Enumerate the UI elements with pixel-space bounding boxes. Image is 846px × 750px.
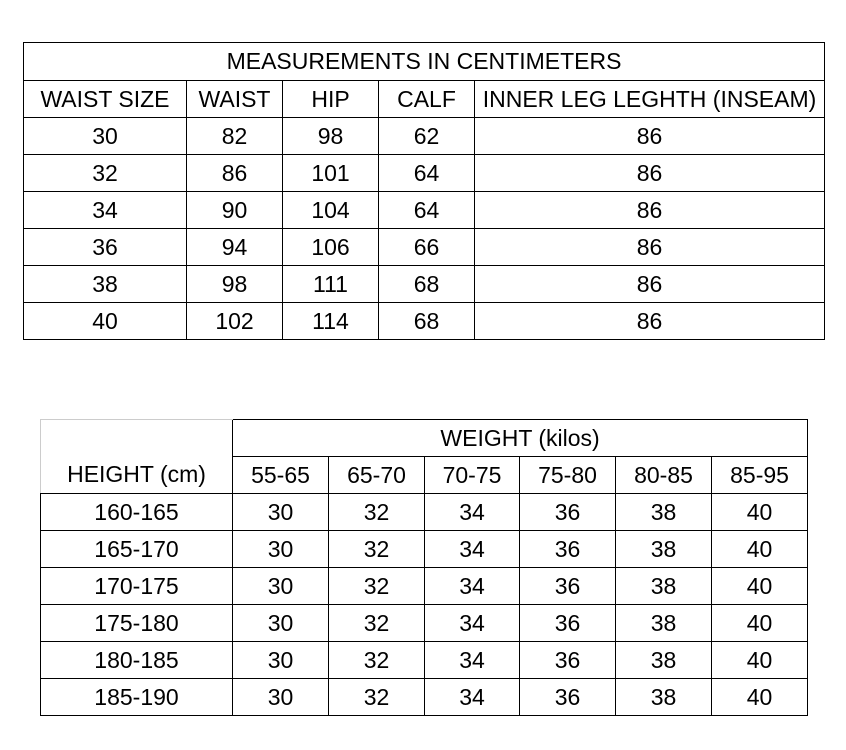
cell-calf: 68 <box>379 266 475 303</box>
cell-size: 30 <box>233 679 329 716</box>
cell-size: 32 <box>329 642 425 679</box>
cell-hip: 101 <box>283 155 379 192</box>
cell-waist-size: 36 <box>24 229 187 266</box>
cell-height: 180-185 <box>41 642 233 679</box>
cell-size: 40 <box>712 642 808 679</box>
height-header: HEIGHT (cm) <box>41 457 233 494</box>
header-waist: WAIST <box>187 81 283 118</box>
weight-ranges-row <box>41 457 808 494</box>
height-weight-table <box>40 419 808 716</box>
cell-size: 40 <box>712 531 808 568</box>
cell-inseam: 86 <box>475 266 825 303</box>
cell-calf: 62 <box>379 118 475 155</box>
cell-inseam: 86 <box>475 118 825 155</box>
cell-waist-size: 34 <box>24 192 187 229</box>
table-row <box>41 605 808 642</box>
cell-inseam: 86 <box>475 192 825 229</box>
cell-waist: 86 <box>187 155 283 192</box>
weight-range: 70-75 <box>425 457 520 494</box>
cell-size: 32 <box>329 494 425 531</box>
cell-calf: 66 <box>379 229 475 266</box>
table-row <box>24 192 825 229</box>
cell-hip: 114 <box>283 303 379 340</box>
table-row <box>24 118 825 155</box>
cell-size: 38 <box>616 605 712 642</box>
cell-size: 32 <box>329 531 425 568</box>
cell-size: 34 <box>425 642 520 679</box>
table-row <box>24 303 825 340</box>
weight-range: 65-70 <box>329 457 425 494</box>
weight-range: 55-65 <box>233 457 329 494</box>
cell-size: 36 <box>520 605 616 642</box>
cell-inseam: 86 <box>475 303 825 340</box>
table-row <box>24 155 825 192</box>
cell-calf: 68 <box>379 303 475 340</box>
table-row <box>24 266 825 303</box>
cell-size: 38 <box>616 568 712 605</box>
cell-hip: 98 <box>283 118 379 155</box>
cell-waist: 94 <box>187 229 283 266</box>
cell-calf: 64 <box>379 155 475 192</box>
cell-size: 40 <box>712 679 808 716</box>
table-row <box>41 531 808 568</box>
measurements-title-row <box>24 43 825 81</box>
weight-header: WEIGHT (kilos) <box>233 420 808 457</box>
cell-height: 175-180 <box>41 605 233 642</box>
cell-waist: 98 <box>187 266 283 303</box>
table-row <box>41 679 808 716</box>
weight-range: 80-85 <box>616 457 712 494</box>
cell-size: 34 <box>425 605 520 642</box>
cell-size: 30 <box>233 494 329 531</box>
cell-size: 38 <box>616 642 712 679</box>
cell-height: 185-190 <box>41 679 233 716</box>
cell-waist-size: 38 <box>24 266 187 303</box>
cell-waist-size: 32 <box>24 155 187 192</box>
cell-height: 165-170 <box>41 531 233 568</box>
cell-size: 36 <box>520 642 616 679</box>
cell-size: 38 <box>616 494 712 531</box>
cell-size: 40 <box>712 605 808 642</box>
cell-size: 36 <box>520 568 616 605</box>
cell-size: 30 <box>233 531 329 568</box>
cell-size: 36 <box>520 679 616 716</box>
cell-hip: 111 <box>283 266 379 303</box>
cell-size: 32 <box>329 605 425 642</box>
header-hip: HIP <box>283 81 379 118</box>
cell-size: 40 <box>712 568 808 605</box>
table-row <box>24 229 825 266</box>
corner-cell <box>41 420 233 457</box>
measurements-header-row <box>24 81 825 118</box>
cell-waist: 102 <box>187 303 283 340</box>
cell-height: 170-175 <box>41 568 233 605</box>
measurements-table <box>23 42 825 340</box>
cell-size: 34 <box>425 679 520 716</box>
cell-size: 40 <box>712 494 808 531</box>
weight-range: 85-95 <box>712 457 808 494</box>
cell-size: 36 <box>520 531 616 568</box>
cell-inseam: 86 <box>475 155 825 192</box>
cell-hip: 104 <box>283 192 379 229</box>
header-waist-size: WAIST SIZE <box>24 81 187 118</box>
cell-size: 38 <box>616 679 712 716</box>
cell-calf: 64 <box>379 192 475 229</box>
cell-size: 34 <box>425 531 520 568</box>
cell-size: 30 <box>233 605 329 642</box>
weight-range: 75-80 <box>520 457 616 494</box>
cell-inseam: 86 <box>475 229 825 266</box>
cell-size: 32 <box>329 568 425 605</box>
cell-waist-size: 40 <box>24 303 187 340</box>
cell-waist: 82 <box>187 118 283 155</box>
table-row <box>41 494 808 531</box>
cell-size: 34 <box>425 494 520 531</box>
table-row <box>41 568 808 605</box>
cell-size: 36 <box>520 494 616 531</box>
cell-height: 160-165 <box>41 494 233 531</box>
cell-size: 30 <box>233 642 329 679</box>
header-inseam: INNER LEG LEGHTH (INSEAM) <box>475 81 825 118</box>
cell-hip: 106 <box>283 229 379 266</box>
cell-size: 34 <box>425 568 520 605</box>
measurements-title: MEASUREMENTS IN CENTIMETERS <box>24 43 825 81</box>
cell-size: 32 <box>329 679 425 716</box>
cell-waist: 90 <box>187 192 283 229</box>
header-calf: CALF <box>379 81 475 118</box>
cell-waist-size: 30 <box>24 118 187 155</box>
weight-title-row <box>41 420 808 457</box>
table-row <box>41 642 808 679</box>
cell-size: 38 <box>616 531 712 568</box>
cell-size: 30 <box>233 568 329 605</box>
